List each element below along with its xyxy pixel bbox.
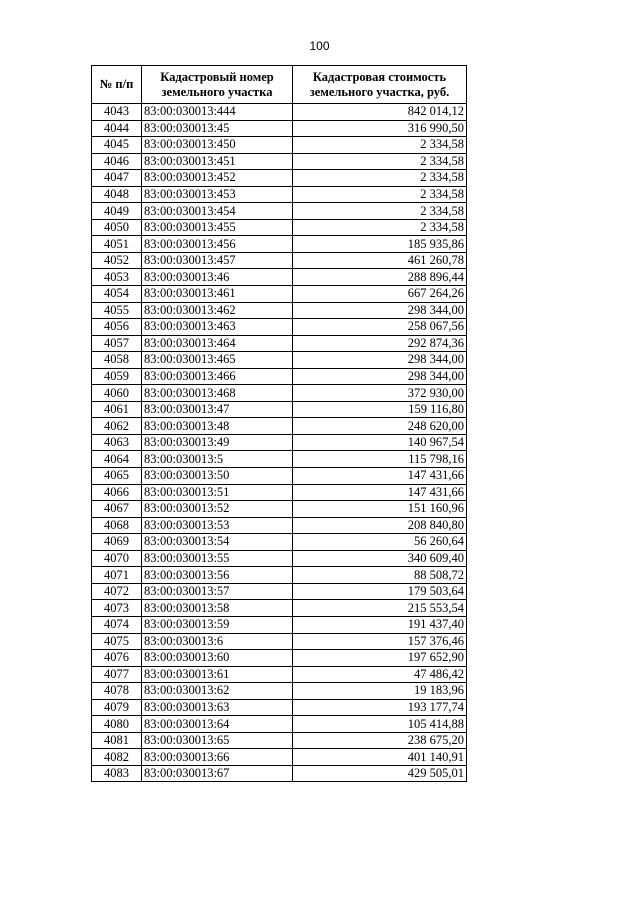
cadastral-value: 2 334,58 bbox=[293, 137, 467, 154]
cadastral-value: 147 431,66 bbox=[293, 484, 467, 501]
table-row bbox=[92, 252, 467, 269]
table-row bbox=[92, 600, 467, 617]
cadastral-value: 842 014,12 bbox=[293, 104, 467, 121]
table-row bbox=[92, 451, 467, 468]
row-index: 4062 bbox=[92, 418, 142, 435]
cadastral-value: 2 334,58 bbox=[293, 203, 467, 220]
table-row bbox=[92, 716, 467, 733]
cadastral-value: 56 260,64 bbox=[293, 534, 467, 551]
header-cadastral-number: Кадастровый номер земельного участка bbox=[142, 66, 293, 104]
cadastral-value: 147 431,66 bbox=[293, 468, 467, 485]
cadastral-number: 83:00:030013:45 bbox=[142, 120, 293, 137]
cadastral-number: 83:00:030013:66 bbox=[142, 749, 293, 766]
table-row bbox=[92, 302, 467, 319]
cadastral-value: 197 652,90 bbox=[293, 650, 467, 667]
cadastral-number: 83:00:030013:454 bbox=[142, 203, 293, 220]
cadastral-number: 83:00:030013:452 bbox=[142, 170, 293, 187]
cadastral-number: 83:00:030013:47 bbox=[142, 401, 293, 418]
table-row bbox=[92, 186, 467, 203]
table-header bbox=[92, 66, 467, 104]
cadastral-number: 83:00:030013:50 bbox=[142, 468, 293, 485]
table-row bbox=[92, 550, 467, 567]
cadastral-value: 159 116,80 bbox=[293, 401, 467, 418]
row-index: 4055 bbox=[92, 302, 142, 319]
table-row bbox=[92, 401, 467, 418]
row-index: 4054 bbox=[92, 286, 142, 303]
row-index: 4065 bbox=[92, 468, 142, 485]
cadastral-value: 2 334,58 bbox=[293, 170, 467, 187]
table-row bbox=[92, 567, 467, 584]
cadastral-value: 157 376,46 bbox=[293, 633, 467, 650]
cadastral-value: 215 553,54 bbox=[293, 600, 467, 617]
cadastral-number: 83:00:030013:450 bbox=[142, 137, 293, 154]
row-index: 4072 bbox=[92, 583, 142, 600]
cadastral-value: 2 334,58 bbox=[293, 186, 467, 203]
table-row bbox=[92, 534, 467, 551]
row-index: 4071 bbox=[92, 567, 142, 584]
table-row bbox=[92, 633, 467, 650]
cadastral-value: 2 334,58 bbox=[293, 219, 467, 236]
row-index: 4083 bbox=[92, 765, 142, 782]
row-index: 4081 bbox=[92, 732, 142, 749]
cadastral-value: 185 935,86 bbox=[293, 236, 467, 253]
cadastral-value: 298 344,00 bbox=[293, 368, 467, 385]
row-index: 4066 bbox=[92, 484, 142, 501]
header-index: № п/п bbox=[92, 66, 142, 104]
cadastral-value: 151 160,96 bbox=[293, 501, 467, 518]
table-row bbox=[92, 368, 467, 385]
row-index: 4063 bbox=[92, 434, 142, 451]
table-row bbox=[92, 484, 467, 501]
table-row bbox=[92, 352, 467, 369]
row-index: 4080 bbox=[92, 716, 142, 733]
cadastral-value: 88 508,72 bbox=[293, 567, 467, 584]
cadastral-number: 83:00:030013:67 bbox=[142, 765, 293, 782]
cadastral-number: 83:00:030013:61 bbox=[142, 666, 293, 683]
cadastral-number: 83:00:030013:463 bbox=[142, 319, 293, 336]
row-index: 4069 bbox=[92, 534, 142, 551]
table-row bbox=[92, 699, 467, 716]
table-row bbox=[92, 517, 467, 534]
row-index: 4078 bbox=[92, 683, 142, 700]
cadastral-value: 298 344,00 bbox=[293, 352, 467, 369]
cadastral-number: 83:00:030013:462 bbox=[142, 302, 293, 319]
row-index: 4077 bbox=[92, 666, 142, 683]
cadastral-value: 47 486,42 bbox=[293, 666, 467, 683]
row-index: 4061 bbox=[92, 401, 142, 418]
table-row bbox=[92, 203, 467, 220]
row-index: 4068 bbox=[92, 517, 142, 534]
row-index: 4052 bbox=[92, 252, 142, 269]
cadastral-number: 83:00:030013:464 bbox=[142, 335, 293, 352]
table-row bbox=[92, 269, 467, 286]
cadastral-value: 401 140,91 bbox=[293, 749, 467, 766]
table-row bbox=[92, 137, 467, 154]
cadastral-value: 140 967,54 bbox=[293, 434, 467, 451]
cadastral-number: 83:00:030013:58 bbox=[142, 600, 293, 617]
cadastral-number: 83:00:030013:465 bbox=[142, 352, 293, 369]
cadastral-value: 115 798,16 bbox=[293, 451, 467, 468]
table-row bbox=[92, 666, 467, 683]
table-row bbox=[92, 616, 467, 633]
cadastral-number: 83:00:030013:48 bbox=[142, 418, 293, 435]
page-number: 100 bbox=[309, 39, 330, 53]
table-row bbox=[92, 418, 467, 435]
cadastral-number: 83:00:030013:468 bbox=[142, 385, 293, 402]
row-index: 4075 bbox=[92, 633, 142, 650]
cadastral-number: 83:00:030013:53 bbox=[142, 517, 293, 534]
table-row bbox=[92, 583, 467, 600]
table-row bbox=[92, 749, 467, 766]
row-index: 4043 bbox=[92, 104, 142, 121]
row-index: 4056 bbox=[92, 319, 142, 336]
cadastral-value: 105 414,88 bbox=[293, 716, 467, 733]
row-index: 4047 bbox=[92, 170, 142, 187]
cadastral-value: 238 675,20 bbox=[293, 732, 467, 749]
cadastral-number: 83:00:030013:466 bbox=[142, 368, 293, 385]
row-index: 4060 bbox=[92, 385, 142, 402]
cadastral-value: 179 503,64 bbox=[293, 583, 467, 600]
cadastral-value: 316 990,50 bbox=[293, 120, 467, 137]
cadastral-value: 248 620,00 bbox=[293, 418, 467, 435]
cadastral-number: 83:00:030013:60 bbox=[142, 650, 293, 667]
row-index: 4073 bbox=[92, 600, 142, 617]
cadastral-number: 83:00:030013:55 bbox=[142, 550, 293, 567]
cadastral-value: 208 840,80 bbox=[293, 517, 467, 534]
cadastral-number: 83:00:030013:63 bbox=[142, 699, 293, 716]
cadastral-number: 83:00:030013:52 bbox=[142, 501, 293, 518]
table-row bbox=[92, 501, 467, 518]
table-row bbox=[92, 434, 467, 451]
header-cadastral-value: Кадастровая стоимость земельного участка, руб. bbox=[293, 66, 467, 104]
cadastral-value: 191 437,40 bbox=[293, 616, 467, 633]
table-row bbox=[92, 120, 467, 137]
cadastral-value: 193 177,74 bbox=[293, 699, 467, 716]
row-index: 4049 bbox=[92, 203, 142, 220]
row-index: 4082 bbox=[92, 749, 142, 766]
cadastre-table bbox=[91, 65, 467, 782]
cadastral-number: 83:00:030013:455 bbox=[142, 219, 293, 236]
table-row bbox=[92, 236, 467, 253]
cadastral-number: 83:00:030013:461 bbox=[142, 286, 293, 303]
table-row bbox=[92, 765, 467, 782]
cadastral-number: 83:00:030013:457 bbox=[142, 252, 293, 269]
table-row bbox=[92, 104, 467, 121]
cadastral-number: 83:00:030013:64 bbox=[142, 716, 293, 733]
table-row bbox=[92, 153, 467, 170]
row-index: 4044 bbox=[92, 120, 142, 137]
cadastral-value: 340 609,40 bbox=[293, 550, 467, 567]
cadastral-number: 83:00:030013:49 bbox=[142, 434, 293, 451]
cadastral-number: 83:00:030013:62 bbox=[142, 683, 293, 700]
row-index: 4048 bbox=[92, 186, 142, 203]
cadastral-value: 19 183,96 bbox=[293, 683, 467, 700]
row-index: 4064 bbox=[92, 451, 142, 468]
table-row bbox=[92, 650, 467, 667]
row-index: 4059 bbox=[92, 368, 142, 385]
cadastral-value: 298 344,00 bbox=[293, 302, 467, 319]
cadastral-value: 288 896,44 bbox=[293, 269, 467, 286]
table-row bbox=[92, 385, 467, 402]
row-index: 4050 bbox=[92, 219, 142, 236]
cadastral-number: 83:00:030013:456 bbox=[142, 236, 293, 253]
cadastral-number: 83:00:030013:5 bbox=[142, 451, 293, 468]
cadastral-number: 83:00:030013:46 bbox=[142, 269, 293, 286]
row-index: 4076 bbox=[92, 650, 142, 667]
cadastral-number: 83:00:030013:57 bbox=[142, 583, 293, 600]
row-index: 4067 bbox=[92, 501, 142, 518]
table-row bbox=[92, 732, 467, 749]
header-row bbox=[92, 66, 467, 104]
cadastral-number: 83:00:030013:451 bbox=[142, 153, 293, 170]
cadastral-value: 461 260,78 bbox=[293, 252, 467, 269]
cadastral-number: 83:00:030013:59 bbox=[142, 616, 293, 633]
table-row bbox=[92, 468, 467, 485]
cadastral-number: 83:00:030013:51 bbox=[142, 484, 293, 501]
cadastral-number: 83:00:030013:56 bbox=[142, 567, 293, 584]
cadastral-value: 292 874,36 bbox=[293, 335, 467, 352]
row-index: 4046 bbox=[92, 153, 142, 170]
cadastral-number: 83:00:030013:54 bbox=[142, 534, 293, 551]
cadastral-value: 2 334,58 bbox=[293, 153, 467, 170]
cadastral-number: 83:00:030013:444 bbox=[142, 104, 293, 121]
row-index: 4057 bbox=[92, 335, 142, 352]
cadastral-value: 372 930,00 bbox=[293, 385, 467, 402]
row-index: 4058 bbox=[92, 352, 142, 369]
table-row bbox=[92, 286, 467, 303]
table-body bbox=[92, 104, 467, 782]
cadastral-number: 83:00:030013:6 bbox=[142, 633, 293, 650]
table-row bbox=[92, 170, 467, 187]
table-row bbox=[92, 219, 467, 236]
cadastral-value: 429 505,01 bbox=[293, 765, 467, 782]
row-index: 4045 bbox=[92, 137, 142, 154]
cadastral-value: 667 264,26 bbox=[293, 286, 467, 303]
table-row bbox=[92, 319, 467, 336]
cadastral-number: 83:00:030013:453 bbox=[142, 186, 293, 203]
row-index: 4053 bbox=[92, 269, 142, 286]
row-index: 4079 bbox=[92, 699, 142, 716]
table-row bbox=[92, 335, 467, 352]
cadastral-number: 83:00:030013:65 bbox=[142, 732, 293, 749]
cadastral-value: 258 067,56 bbox=[293, 319, 467, 336]
row-index: 4051 bbox=[92, 236, 142, 253]
table-row bbox=[92, 683, 467, 700]
row-index: 4074 bbox=[92, 616, 142, 633]
row-index: 4070 bbox=[92, 550, 142, 567]
